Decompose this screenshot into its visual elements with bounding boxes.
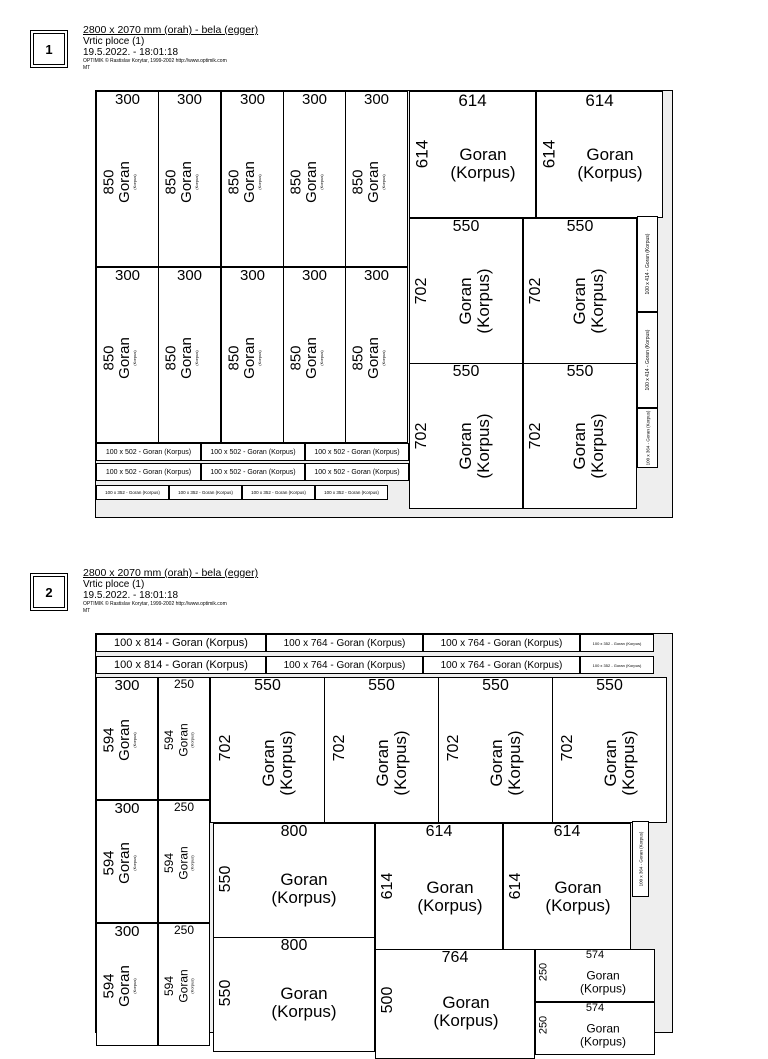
piece-name: Goran (Korpus) [545, 878, 611, 915]
strip-piece: 100 x 414 - Goran (Korpus) [637, 216, 658, 312]
strip-piece: 100 x 814 - Goran (Korpus) [96, 656, 266, 674]
sheet-header [83, 568, 258, 615]
piece-width-label: 800 [280, 823, 308, 840]
piece-name: Goran (Korpus) [417, 878, 483, 915]
panel-piece [158, 91, 221, 267]
piece-width-label: 574 [585, 1002, 605, 1014]
panel-piece [158, 923, 210, 1046]
piece-name: Goran (Korpus) [176, 723, 195, 757]
sheet-datetime: 19.5.2022. - 18:01:18 [83, 590, 179, 601]
piece-height-label: 850 [100, 345, 118, 371]
strip-piece: 100 x 764 - Goran (Korpus) [266, 656, 423, 674]
strip-piece: 100 x 352 - Goran (Korpus) [242, 485, 315, 500]
strip-piece: 100 x 352 - Goran (Korpus) [580, 634, 654, 652]
piece-width-label: 550 [452, 218, 480, 235]
piece-width-label: 300 [176, 267, 203, 284]
piece-name: Goran (Korpus) [116, 719, 137, 761]
piece-height-label: 702 [445, 734, 462, 762]
piece-width-label: 300 [114, 91, 141, 108]
piece-name: Goran (Korpus) [579, 1021, 627, 1048]
panel-piece [96, 91, 159, 267]
piece-height-label: 850 [349, 345, 367, 371]
piece-name: Goran (Korpus) [241, 161, 262, 203]
piece-width-label: 250 [173, 677, 195, 691]
piece-name: Goran (Korpus) [176, 846, 195, 880]
piece-name: Goran (Korpus) [487, 730, 524, 796]
piece-name: Goran (Korpus) [178, 161, 199, 203]
panel-piece [96, 677, 158, 800]
piece-name: Goran (Korpus) [259, 730, 296, 796]
piece-height-label: 614 [507, 872, 524, 900]
piece-height-label: 850 [287, 345, 305, 371]
piece-height-label: 250 [537, 962, 550, 982]
piece-name: Goran (Korpus) [176, 969, 195, 1003]
sheet-title: 2800 x 2070 mm (orah) - bela (egger) [83, 567, 259, 579]
piece-width-label: 300 [239, 91, 266, 108]
piece-width-label: 614 [458, 91, 487, 110]
piece-height-label: 594 [162, 975, 176, 997]
piece-name: Goran (Korpus) [178, 337, 199, 379]
panel-piece [283, 91, 346, 267]
piece-height-label: 850 [287, 169, 305, 195]
piece-height-label: 614 [412, 139, 432, 169]
piece-name: Goran (Korpus) [579, 968, 627, 995]
piece-height-label: 500 [379, 986, 396, 1014]
sheet-number: 1 [45, 41, 53, 57]
piece-height-label: 614 [539, 139, 559, 169]
piece-width-label: 764 [441, 949, 469, 966]
sheet-subtitle: Vrtic ploce (1) [83, 36, 145, 47]
piece-height-label: 702 [559, 734, 576, 762]
piece-height-label: 702 [217, 734, 234, 762]
strip-piece: 100 x 352 - Goran (Korpus) [169, 485, 242, 500]
piece-width-label: 300 [363, 267, 390, 284]
panel-piece [158, 267, 221, 443]
panel-piece [158, 677, 210, 800]
sheet-copyright: OPTIMIK © Rastislav Korytar, 1999-2002 http://www.optimik.com [83, 58, 227, 64]
panel-piece [283, 267, 346, 443]
panel-piece [409, 218, 523, 364]
panel-piece [375, 949, 535, 1059]
panel-piece [536, 91, 663, 218]
piece-width-label: 550 [254, 677, 281, 694]
cutting-board-1 [95, 90, 673, 518]
piece-width-label: 250 [173, 800, 195, 814]
panel-piece [523, 363, 637, 509]
strip-piece: 100 x 352 - Goran (Korpus) [96, 485, 169, 500]
piece-name: Goran (Korpus) [303, 161, 324, 203]
piece-name: Goran (Korpus) [570, 413, 607, 479]
panel-piece [221, 91, 284, 267]
piece-name: Goran (Korpus) [303, 337, 324, 379]
strip-piece: 100 x 502 - Goran (Korpus) [96, 463, 201, 481]
piece-name: Goran (Korpus) [271, 870, 337, 907]
panel-piece [213, 823, 375, 938]
piece-width-label: 550 [368, 677, 395, 694]
piece-name: Goran (Korpus) [271, 984, 337, 1021]
panel-piece [375, 823, 503, 950]
piece-name: Goran (Korpus) [577, 145, 643, 182]
sheet-number: 2 [45, 584, 53, 600]
sheet-datetime: 19.5.2022. - 18:01:18 [83, 47, 179, 58]
piece-height-label: 594 [100, 973, 118, 999]
sheet-mt: MT [83, 608, 91, 614]
piece-height-label: 594 [100, 727, 118, 753]
panel-piece [523, 218, 637, 364]
panel-piece [158, 800, 210, 923]
panel-piece [96, 923, 158, 1046]
piece-name: Goran (Korpus) [241, 337, 262, 379]
piece-width-label: 250 [173, 923, 195, 937]
panel-piece [535, 949, 655, 1002]
piece-height-label: 550 [217, 979, 234, 1007]
piece-width-label: 300 [301, 91, 328, 108]
strip-piece: 100 x 502 - Goran (Korpus) [201, 463, 305, 481]
strip-piece: 100 x 502 - Goran (Korpus) [305, 443, 409, 461]
sheet-title: 2800 x 2070 mm (orah) - bela (egger) [83, 24, 259, 36]
piece-height-label: 250 [537, 1015, 550, 1035]
panel-piece [409, 91, 536, 218]
sheet-mt: MT [83, 65, 91, 71]
piece-name: Goran (Korpus) [116, 337, 137, 379]
strip-piece: 100 x 764 - Goran (Korpus) [423, 656, 580, 674]
piece-height-label: 594 [162, 729, 176, 751]
panel-piece [210, 677, 325, 823]
piece-width-label: 614 [585, 91, 614, 110]
strip-piece: 100 x 352 - Goran (Korpus) [580, 656, 654, 674]
panel-piece [535, 1002, 655, 1055]
piece-width-label: 574 [585, 949, 605, 961]
piece-height-label: 594 [100, 850, 118, 876]
piece-height-label: 850 [225, 345, 243, 371]
cutting-board-2 [95, 633, 673, 1048]
panel-piece [96, 800, 158, 923]
piece-name: Goran (Korpus) [456, 268, 493, 334]
panel-piece [345, 91, 408, 267]
piece-width-label: 300 [114, 677, 140, 694]
piece-name: Goran (Korpus) [433, 993, 499, 1030]
piece-height-label: 850 [349, 169, 367, 195]
piece-name: Goran (Korpus) [456, 413, 493, 479]
piece-name: Goran (Korpus) [116, 161, 137, 203]
piece-width-label: 550 [566, 363, 594, 380]
panel-piece [409, 363, 523, 509]
piece-width-label: 614 [425, 823, 453, 840]
panel-piece [213, 937, 375, 1052]
panel-piece [96, 267, 159, 443]
piece-width-label: 550 [566, 218, 594, 235]
strip-piece: 100 x 364 - Goran (Korpus) [637, 408, 658, 468]
strip-piece: 100 x 502 - Goran (Korpus) [305, 463, 409, 481]
piece-width-label: 300 [239, 267, 266, 284]
piece-height-label: 702 [331, 734, 348, 762]
panel-piece [324, 677, 439, 823]
piece-height-label: 850 [100, 169, 118, 195]
strip-piece: 100 x 414 - Goran (Korpus) [637, 312, 658, 408]
piece-name: Goran (Korpus) [601, 730, 638, 796]
strip-piece: 100 x 764 - Goran (Korpus) [266, 634, 423, 652]
panel-piece [438, 677, 553, 823]
panel-piece [552, 677, 667, 823]
sheet-header [83, 25, 258, 72]
piece-height-label: 702 [413, 422, 430, 450]
sheet-number-box [33, 576, 65, 608]
panel-piece [221, 267, 284, 443]
strip-piece: 100 x 764 - Goran (Korpus) [423, 634, 580, 652]
strip-piece: 100 x 352 - Goran (Korpus) [315, 485, 388, 500]
piece-height-label: 702 [527, 277, 544, 305]
panel-piece [345, 267, 408, 443]
piece-width-label: 300 [176, 91, 203, 108]
piece-width-label: 800 [280, 937, 308, 954]
piece-height-label: 850 [225, 169, 243, 195]
piece-width-label: 614 [553, 823, 581, 840]
piece-width-label: 300 [114, 267, 141, 284]
piece-height-label: 850 [162, 345, 180, 371]
piece-width-label: 300 [114, 923, 140, 940]
piece-name: Goran (Korpus) [116, 842, 137, 884]
sheet-subtitle: Vrtic ploce (1) [83, 579, 145, 590]
piece-width-label: 550 [482, 677, 509, 694]
piece-name: Goran (Korpus) [365, 337, 386, 379]
piece-name: Goran (Korpus) [450, 145, 516, 182]
piece-name: Goran (Korpus) [570, 268, 607, 334]
piece-name: Goran (Korpus) [365, 161, 386, 203]
piece-width-label: 300 [363, 91, 390, 108]
sheet-number-box [33, 33, 65, 65]
piece-name: Goran (Korpus) [116, 965, 137, 1007]
piece-height-label: 702 [413, 277, 430, 305]
piece-width-label: 300 [114, 800, 140, 817]
strip-piece: 100 x 364 - Goran (Korpus) [632, 821, 649, 897]
piece-height-label: 702 [527, 422, 544, 450]
piece-height-label: 550 [217, 865, 234, 893]
panel-piece [503, 823, 631, 950]
piece-height-label: 614 [379, 872, 396, 900]
piece-width-label: 550 [596, 677, 623, 694]
piece-width-label: 550 [452, 363, 480, 380]
piece-width-label: 300 [301, 267, 328, 284]
strip-piece: 100 x 502 - Goran (Korpus) [201, 443, 305, 461]
piece-height-label: 594 [162, 852, 176, 874]
strip-piece: 100 x 814 - Goran (Korpus) [96, 634, 266, 652]
piece-name: Goran (Korpus) [373, 730, 410, 796]
strip-piece: 100 x 502 - Goran (Korpus) [96, 443, 201, 461]
piece-height-label: 850 [162, 169, 180, 195]
sheet-copyright: OPTIMIK © Rastislav Korytar, 1999-2002 http://www.optimik.com [83, 601, 227, 607]
